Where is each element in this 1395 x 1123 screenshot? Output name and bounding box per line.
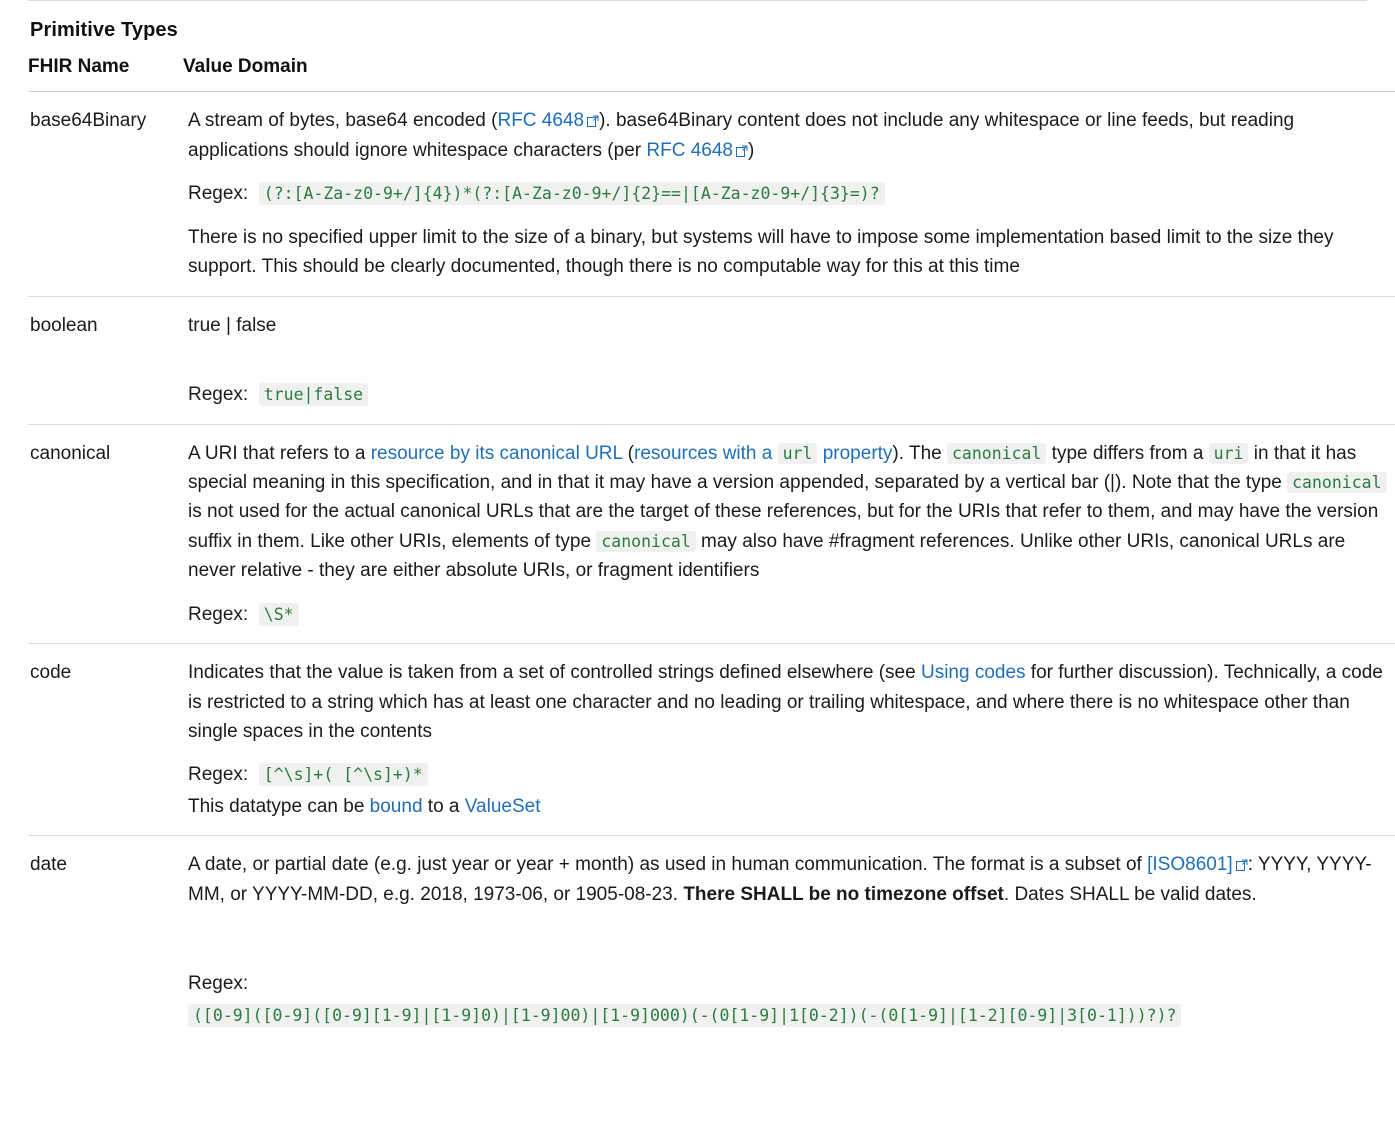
- type-description-code: [183, 644, 1395, 836]
- type-name-base64binary: base64Binary: [30, 110, 147, 132]
- link-rfc-4648[interactable]: RFC 4648: [497, 110, 585, 132]
- code-canonical: canonical: [1287, 472, 1386, 493]
- page-title: Primitive Types: [30, 19, 178, 41]
- text-fragment: A URI that refers to a: [188, 442, 371, 464]
- spacer: [188, 909, 1391, 955]
- code-uri: uri: [1209, 443, 1249, 464]
- primitive-types-table: [28, 46, 1395, 1044]
- type-name-date: date: [30, 854, 67, 876]
- external-link-icon: [736, 145, 748, 157]
- text-fragment: for further discussion). Technically, a code is restricted to a string which has at least one character and no leading or trailing whitespace, and where there is no whitespace other than single spaces in the contents: [188, 662, 1383, 742]
- text-fragment: in that it has special meaning in this specification, and in that it may have a version appended, separated by a vertical bar (|). Note that the type: [188, 442, 1357, 493]
- type-description-date: [183, 836, 1395, 1044]
- table-row: [28, 424, 1395, 644]
- text-fragment: Indicates that the value is taken from a set of controlled strings defined elsewhere (see: [188, 662, 921, 684]
- text-fragment: : YYYY, YYYY-MM, or YYYY-MM-DD, e.g. 2018, 1973-06, or 1905-08-23.: [188, 854, 1372, 905]
- code-canonical: canonical: [596, 531, 695, 552]
- regex-line: [188, 179, 1391, 208]
- description-paragraph: true | false: [188, 314, 277, 336]
- column-header-value-domain: Value Domain: [183, 56, 308, 77]
- link-rfc-4648-2[interactable]: RFC 4648: [646, 139, 733, 161]
- link-using-codes[interactable]: Using codes: [920, 662, 1026, 684]
- description-paragraph: [188, 439, 1391, 586]
- type-description-canonical: [183, 424, 1395, 644]
- bound-note: [188, 792, 1391, 821]
- text-fragment: type differs from a: [1046, 442, 1209, 464]
- text-fragment: ). The: [892, 442, 947, 464]
- table-header: [28, 46, 1395, 92]
- description-paragraph: [188, 106, 1391, 165]
- table-row: [28, 644, 1395, 836]
- external-link-icon: [1236, 859, 1248, 871]
- type-name-canonical: canonical: [30, 442, 111, 464]
- type-description-base64binary: [183, 92, 1395, 296]
- regex-label: Regex:: [188, 973, 249, 995]
- text-fragment: A stream of bytes, base64 encoded (: [188, 110, 498, 132]
- column-header-fhir-name: FHIR Name: [28, 56, 130, 77]
- external-link-icon: [587, 115, 599, 127]
- text-fragment: This datatype can be: [188, 795, 370, 817]
- regex-label: Regex:: [188, 384, 249, 406]
- type-name-code: code: [30, 662, 72, 684]
- text-fragment: (: [622, 442, 634, 464]
- table-row: [28, 92, 1395, 296]
- regex-value: \S*: [259, 603, 299, 626]
- regex-label: Regex:: [188, 764, 249, 786]
- link-resource-by-canonical-url[interactable]: resource by its canonical URL: [370, 442, 623, 464]
- code-url: url: [778, 443, 818, 464]
- regex-value: [^\s]+( [^\s]+)*: [259, 763, 428, 786]
- type-description-boolean: [183, 296, 1395, 424]
- link-iso8601[interactable]: [ISO8601]: [1147, 854, 1233, 876]
- description-paragraph-2: There is no specified upper limit to the size of a binary, but systems will have to impose some implementation based limit to the size they support. This should be clearly documented, though there is no computable way for this at this time: [188, 226, 1334, 278]
- table-row: [28, 836, 1395, 1044]
- regex-label: Regex:: [188, 183, 249, 205]
- link-resources-with-a[interactable]: resources with a: [634, 442, 773, 464]
- regex-label: Regex:: [188, 603, 249, 625]
- type-name-boolean: boolean: [30, 314, 98, 336]
- regex-value: ([0-9]([0-9]([0-9][1-9]|[1-9]0)|[1-9]00)|[1-9]000)(-(0[1-9]|1[0-2])(-(0[1-9]|[1-2][0-9]|3[0-1]))?)?: [188, 1004, 1181, 1027]
- regex-value: (?:[A-Za-z0-9+/]{4})*(?:[A-Za-z0-9+/]{2}==|[A-Za-z0-9+/]{3}=)?: [259, 182, 885, 205]
- text-fragment: to a: [422, 795, 465, 817]
- text-fragment: is not used for the actual canonical URLs that are the target of these references, but for the URIs that refer to them, and may have the version suffix in them. Like other URIs, elements of type: [188, 501, 1379, 552]
- regex-line: [188, 380, 1391, 409]
- link-property[interactable]: property: [822, 442, 893, 464]
- description-paragraph: [188, 850, 1391, 909]
- regex-line: [188, 969, 1391, 1030]
- text-fragment: may also have #fragment references. Unlike other URIs, canonical URLs are never relative - they are either absolute URIs, or fragment identifiers: [188, 530, 1346, 582]
- text-fragment: ). base64Binary content does not include any whitespace or line feeds, but reading applications should ignore whitespace characters (per: [188, 110, 1295, 161]
- code-canonical: canonical: [947, 443, 1046, 464]
- text-fragment: ): [747, 139, 755, 161]
- link-bound[interactable]: bound: [369, 795, 423, 817]
- link-valueset[interactable]: ValueSet: [464, 795, 541, 817]
- text-fragment: A date, or partial date (e.g. just year or year + month) as used in human communication. The format is a subset of: [188, 854, 1148, 876]
- description-paragraph: [188, 658, 1391, 746]
- emphasis-text: There SHALL be no timezone offset: [683, 883, 1004, 905]
- regex-line: [188, 600, 1391, 629]
- text-fragment: . Dates SHALL be valid dates.: [1003, 883, 1257, 905]
- regex-line: [188, 760, 1391, 789]
- spacer: [188, 340, 1391, 380]
- table-row: [28, 296, 1395, 424]
- regex-value: true|false: [259, 383, 368, 406]
